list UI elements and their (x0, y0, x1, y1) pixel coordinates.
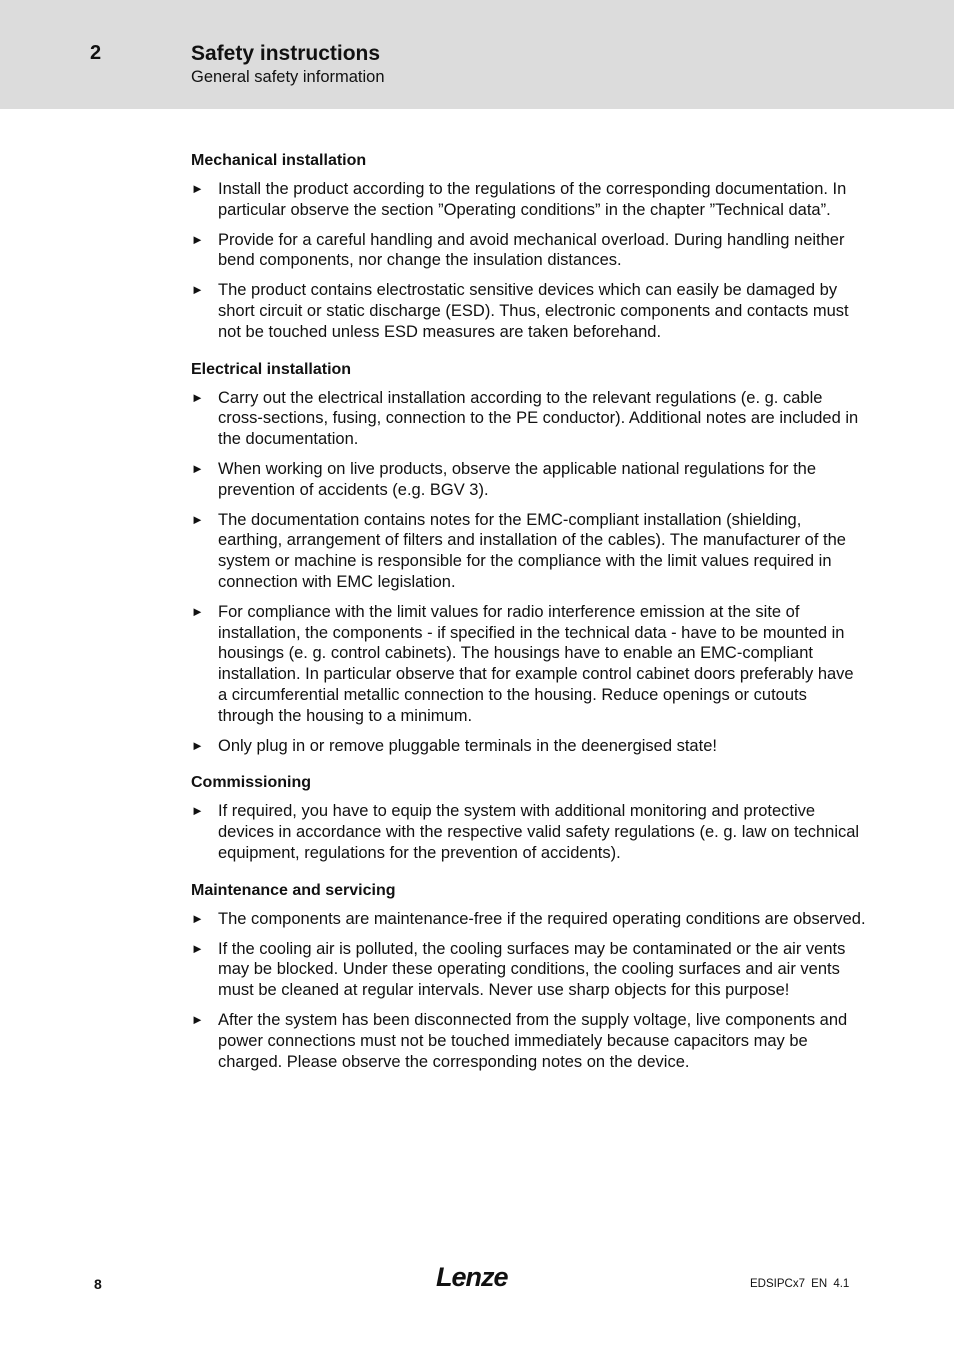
page-content (191, 150, 867, 1088)
list-item-text: Carry out the electrical installation according to the relevant regulations (e. g. cable cross-sections, fusing, connection to the PE conductor). Additional notes are included in the documentation. (218, 388, 859, 449)
section (191, 772, 867, 863)
bullet-arrow-icon: ► (191, 940, 204, 956)
section-heading: Mechanical installation (191, 152, 367, 169)
list-item (191, 459, 867, 501)
list-item-text: Install the product according to the regulations of the corresponding documentation. In particular observe the section ”Operating conditions” in the chapter ”Technical data”. (218, 180, 847, 219)
list-item (191, 801, 867, 863)
list-item (191, 602, 867, 727)
list-item-text: For compliance with the limit values for radio interference emission at the site of installation, the components - if specified in the technical data - have to be mounted in housings (e. g. control cabinets). The housings have to enable an EMC-compliant installation. In particular observe that for example control cabinet doors preferably have a circumferential metallic connection to the housing. Reduce openings or cutouts through the housing to a minimum. (218, 602, 854, 725)
section-heading: Maintenance and servicing (191, 881, 396, 899)
bullet-arrow-icon: ► (191, 231, 204, 247)
bullet-arrow-icon: ► (191, 910, 204, 926)
list-item (191, 179, 867, 221)
list-item-text: The documentation contains notes for the EMC-compliant installation (shielding, earthing, arrangement of filters and installation of the cables). The manufacturer of the system or machine is responsible for the compliance with the limit values required in connection with EMC legislation. (218, 510, 846, 591)
bullet-arrow-icon: ► (191, 511, 204, 527)
list-item-text: The components are maintenance-free if the required operating conditions are observed. (218, 909, 866, 928)
bullet-arrow-icon: ► (191, 803, 204, 819)
bullet-arrow-icon: ► (191, 603, 204, 619)
page-header (0, 0, 954, 109)
bullet-arrow-icon: ► (191, 181, 204, 196)
lenze-logo: Lenze (436, 1262, 508, 1292)
list-item (191, 280, 867, 342)
list-item (191, 939, 867, 1001)
bullet-arrow-icon: ► (191, 389, 204, 405)
section-heading: Commissioning (191, 774, 312, 792)
list-item-text: When working on live products, observe the applicable national regulations for the prevention of accidents (e.g. BGV 3). (218, 459, 817, 499)
list-item-text: The product contains electrostatic sensitive devices which can easily be damaged by short circuit or static discharge (ESD). Thus, electronic components and contacts must not be touched unless ESD measures are taken beforehand. (218, 281, 849, 341)
section (191, 359, 867, 757)
list-item (191, 230, 867, 272)
list-item (191, 736, 867, 757)
document-id: EDSIPCx7 EN 4.1 (750, 1278, 850, 1290)
chapter-number: 2 (90, 42, 102, 64)
bullet-arrow-icon: ► (191, 737, 204, 753)
section (191, 880, 867, 1073)
list-item-text: After the system has been disconnected from the supply voltage, live components and power connections must not be touched immediately because capacitors may be charged. Please observe the corresponding notes on the device. (218, 1010, 848, 1071)
list-item-text: If the cooling air is polluted, the cooling surfaces may be contaminated or the air vents may be blocked. Under these operating conditions, the cooling surfaces and air vents must be cleaned at regular intervals. Never use sharp objects for this purpose! (218, 939, 846, 1000)
list-item (191, 388, 867, 450)
bullet-arrow-icon: ► (191, 1011, 204, 1027)
list-item-text: If required, you have to equip the system with additional monitoring and protective devices in accordance with the respective valid safety regulations (e. g. law on technical equipment, regulations for the prevention of accidents). (218, 802, 860, 862)
bullet-arrow-icon: ► (191, 460, 204, 476)
page-number: 8 (94, 1276, 102, 1292)
list-item (191, 909, 867, 930)
list-item-text: Provide for a careful handling and avoid mechanical overload. During handling neither bend components, nor change the insulation distances. (218, 230, 845, 270)
chapter-title: Safety instructions (191, 42, 381, 65)
list-item-text: Only plug in or remove pluggable terminals in the deenergised state! (218, 736, 717, 755)
list-item (191, 510, 867, 593)
chapter-subtitle: General safety information (191, 68, 385, 86)
bullet-arrow-icon: ► (191, 282, 204, 298)
list-item (191, 1010, 867, 1072)
section-heading: Electrical installation (191, 360, 352, 378)
section (191, 150, 867, 343)
